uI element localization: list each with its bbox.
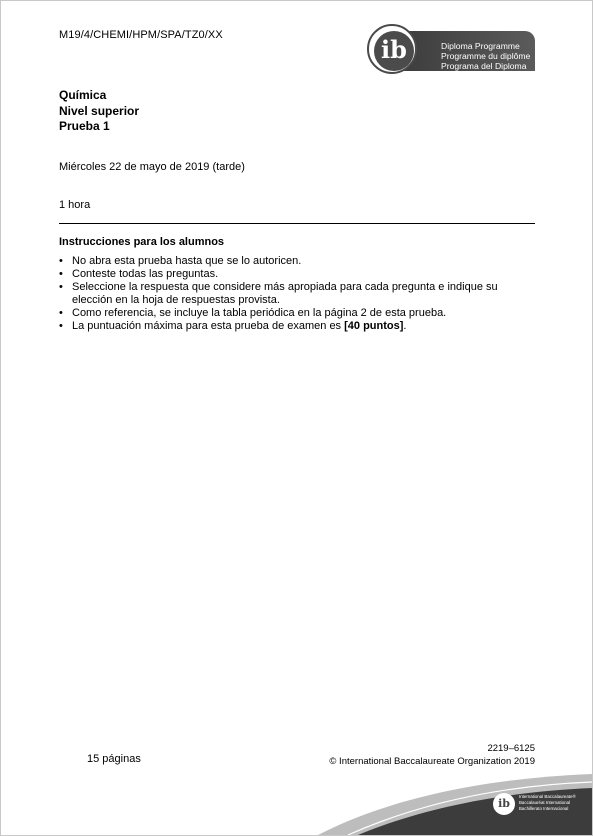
bullet-icon: • [59, 307, 63, 319]
list-item [59, 255, 535, 268]
logo-banner-text [441, 41, 530, 72]
footer-info [329, 742, 535, 768]
divider-rule [59, 223, 535, 224]
instruction-text: Conteste todas las preguntas. [72, 268, 219, 280]
logo-line-2: Programme du diplôme [441, 51, 531, 62]
document-number: 2219–6125 [487, 743, 535, 754]
exam-date: Miércoles 22 de mayo de 2019 (tarde) [59, 161, 245, 173]
ib-footer-logo [493, 791, 588, 819]
instruction-text: La puntuación máxima para esta prueba de examen es [72, 320, 345, 332]
ib-diploma-logo [367, 24, 535, 78]
bullet-icon: • [59, 268, 63, 280]
copyright-notice: © International Baccalaureate Organization 2019 [329, 756, 535, 767]
paper-code: M19/4/CHEMI/HPM/SPA/TZ0/XX [59, 29, 223, 41]
ib-small-circle-icon: ib [493, 793, 515, 815]
instruction-text: Como referencia, se incluye la tabla periódica en la página 2 de esta prueba. [72, 307, 447, 319]
list-item [59, 307, 535, 320]
instruction-text: No abra esta prueba hasta que se lo autoricen. [72, 255, 302, 267]
logo-line-1: Diploma Programme [441, 41, 520, 51]
list-item [59, 281, 535, 307]
paper-title: Prueba 1 [59, 119, 110, 134]
level-title: Nivel superior [59, 103, 140, 118]
exam-duration: 1 hora [59, 199, 91, 211]
instructions-heading: Instrucciones para los alumnos [59, 236, 225, 248]
bullet-icon: • [59, 281, 63, 293]
instruction-suffix: . [403, 320, 407, 332]
footer-logo-line-1: International Baccalaureate® [519, 794, 576, 799]
title-block [59, 88, 139, 135]
bullet-icon: • [59, 320, 63, 332]
subject-title: Química [59, 88, 107, 102]
footer-logo-line-3: Bachillerato Internacional [519, 806, 569, 811]
ib-mark: ib [374, 31, 414, 71]
list-item [59, 320, 535, 333]
list-item [59, 268, 535, 281]
bullet-icon: • [59, 255, 63, 267]
footer-logo-line-2: Baccalauréat International [519, 800, 571, 805]
logo-line-3: Programa del Diploma [441, 61, 527, 72]
page-count: 15 páginas [87, 753, 141, 765]
max-points: [40 puntos] [344, 320, 404, 332]
instruction-text: Seleccione la respuesta que considere más apropiada para cada pregunta e indique su elección en la hoja de respuestas provista. [72, 281, 498, 306]
instructions-list [59, 255, 535, 333]
footer-logo-text [519, 794, 576, 812]
ib-circle-icon [367, 24, 417, 74]
